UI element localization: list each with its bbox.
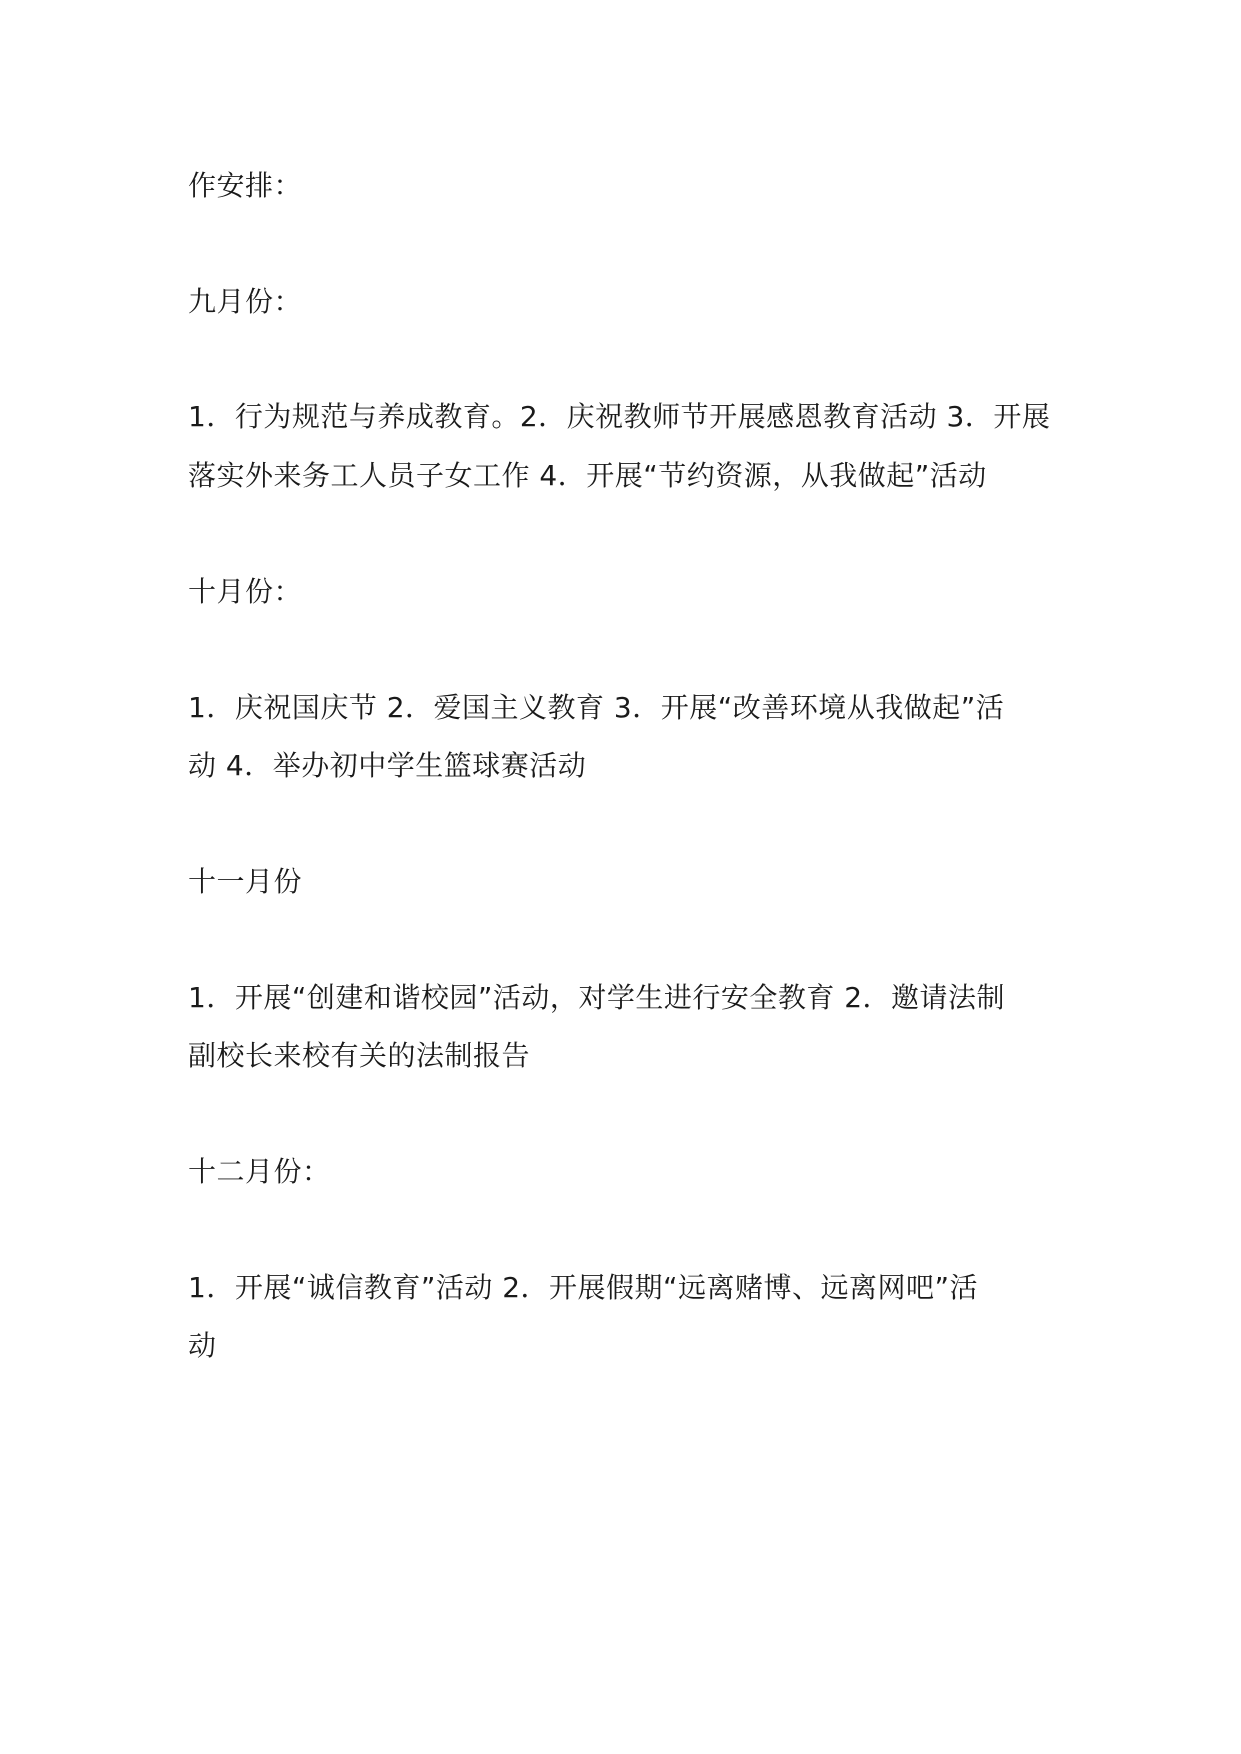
section-heading-december: 十二月份： (188, 1155, 331, 1188)
december-line-2: 动 (188, 1329, 217, 1362)
september-line-1: 1．行为规范与养成教育。2．庆祝教师节开展感恩教育活动 3．开展 (188, 400, 1051, 433)
section-heading-september: 九月份： (188, 285, 303, 318)
november-line-1: 1．开展“创建和谐校园”活动，对学生进行安全教育 2．邀请法制 (188, 981, 1006, 1014)
intro-line: 作安排： (188, 169, 303, 202)
september-line-2: 落实外来务工人员子女工作 4．开展“节约资源，从我做起”活动 (188, 459, 987, 492)
november-line-2: 副校长来校有关的法制报告 (188, 1039, 531, 1072)
october-line-2: 动 4．举办初中学生篮球赛活动 (188, 749, 587, 782)
section-heading-november: 十一月份 (188, 865, 303, 898)
december-line-1: 1．开展“诚信教育”活动 2．开展假期“远离赌博、远离网吧”活 (188, 1271, 979, 1304)
section-heading-october: 十月份： (188, 575, 303, 608)
october-line-1: 1．庆祝国庆节 2．爱国主义教育 3．开展“改善环境从我做起”活 (188, 691, 1005, 724)
